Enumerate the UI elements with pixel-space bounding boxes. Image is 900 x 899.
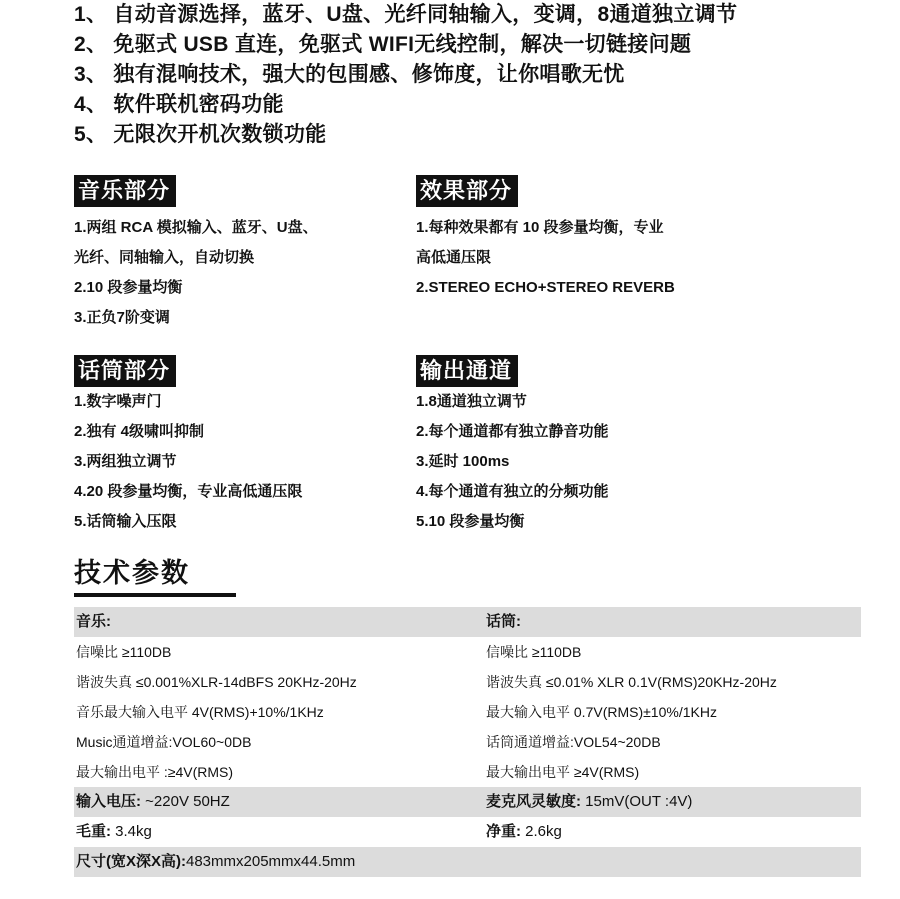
- mic-spec: 最大输出电平 ≥4V(RMS): [486, 764, 640, 780]
- music-spec-header: 音乐:: [76, 613, 111, 630]
- output-item: 5.10 段参量均衡: [416, 513, 525, 530]
- output-item: 1.8通道独立调节: [416, 393, 527, 410]
- tech-specs-title: 技术参数: [74, 558, 190, 588]
- music-section: [74, 175, 414, 333]
- mic-item: 3.两组独立调节: [74, 453, 177, 470]
- mic-spec: 谐波失真 ≤0.01% XLR 0.1V(RMS)20KHz-20Hz: [486, 674, 777, 690]
- music-item: 光纤、同轴输入，自动切换: [74, 249, 255, 266]
- gross-weight-label: 毛重:: [76, 823, 111, 840]
- spec-row: [74, 697, 861, 727]
- mic-sensitivity-label: 麦克风灵敏度:: [486, 793, 581, 810]
- spec-row: [74, 727, 861, 757]
- spec-table: [74, 607, 861, 877]
- mic-sensitivity: [486, 787, 692, 817]
- spec-row-weight: [74, 817, 861, 847]
- net-weight: [486, 817, 562, 847]
- mic-section-title: 话筒部分: [74, 355, 176, 387]
- dimensions-label: 尺寸(宽X深X高):: [76, 853, 186, 870]
- tech-specs-underline: [74, 593, 236, 597]
- spec-row: [74, 667, 861, 697]
- mic-item: 1.数字噪声门: [74, 393, 162, 410]
- effects-section-title: 效果部分: [416, 175, 518, 207]
- music-item: 3.正负7阶变调: [74, 309, 170, 326]
- effects-item: 2.STEREO ECHO+STEREO REVERB: [416, 279, 675, 296]
- music-spec: 音乐最大输入电平 4V(RMS)+10%/1KHz: [76, 704, 324, 720]
- input-voltage-label: 输入电压:: [76, 793, 141, 810]
- feature-item-2: 2、 免驱式 USB 直连，免驱式 WIFI无线控制，解决一切链接问题: [74, 33, 692, 56]
- mic-spec-header: 话筒:: [486, 613, 521, 630]
- output-section-title: 输出通道: [416, 355, 518, 387]
- music-spec: 谐波失真 ≤0.001%XLR-14dBFS 20KHz-20Hz: [76, 674, 357, 690]
- mic-item: 4.20 段参量均衡，专业高低通压限: [74, 483, 303, 500]
- music-item: 2.10 段参量均衡: [74, 279, 183, 296]
- input-voltage: [76, 787, 230, 817]
- net-weight-value: 2.6kg: [521, 823, 562, 840]
- music-spec: 最大输出电平 :≥4V(RMS): [76, 764, 234, 780]
- output-item: 2.每个通道都有独立静音功能: [416, 423, 609, 440]
- music-item: 1.两组 RCA 模拟输入、蓝牙、U盘、: [74, 219, 318, 236]
- feature-item-1: 1、 自动音源选择，蓝牙、U盘、光纤同轴输入，变调，8通道独立调节: [74, 3, 738, 26]
- output-section: [416, 355, 756, 537]
- music-spec: Music通道增益:VOL60~0DB: [76, 734, 252, 750]
- music-section-title: 音乐部分: [74, 175, 176, 207]
- mic-section: [74, 355, 414, 537]
- feature-item-3: 3、 独有混响技术，强大的包围感、修饰度，让你唱歌无忧: [74, 63, 625, 86]
- feature-item-4: 4、 软件联机密码功能: [74, 93, 284, 116]
- mic-spec: 话筒通道增益:VOL54~20DB: [486, 734, 661, 750]
- music-spec: 信噪比 ≥110DB: [76, 644, 172, 660]
- spec-row: [74, 637, 861, 667]
- effects-item: 高低通压限: [416, 249, 492, 266]
- gross-weight-value: 3.4kg: [111, 823, 152, 840]
- effects-section: [416, 175, 756, 303]
- effects-item: 1.每种效果都有 10 段参量均衡，专业: [416, 219, 664, 236]
- feature-list: [74, 0, 737, 150]
- spec-header-row: [74, 607, 861, 637]
- net-weight-label: 净重:: [486, 823, 521, 840]
- mic-sensitivity-value: 15mV(OUT :4V): [581, 793, 693, 810]
- spec-row: [74, 757, 861, 787]
- output-item: 4.每个通道有独立的分频功能: [416, 483, 609, 500]
- input-voltage-value: ~220V 50HZ: [141, 793, 230, 810]
- mic-item: 5.话筒输入压限: [74, 513, 177, 530]
- spec-row-voltage-sensitivity: [74, 787, 861, 817]
- mic-spec: 信噪比 ≥110DB: [486, 644, 582, 660]
- gross-weight: [76, 817, 152, 847]
- spec-row-dimensions: [74, 847, 861, 877]
- dimensions: [76, 847, 355, 877]
- dimensions-value: 483mmx205mmx44.5mm: [186, 853, 356, 870]
- mic-spec: 最大输入电平 0.7V(RMS)±10%/1KHz: [486, 704, 717, 720]
- feature-item-5: 5、 无限次开机次数锁功能: [74, 123, 327, 146]
- output-item: 3.延时 100ms: [416, 453, 510, 470]
- mic-item: 2.独有 4级啸叫抑制: [74, 423, 205, 440]
